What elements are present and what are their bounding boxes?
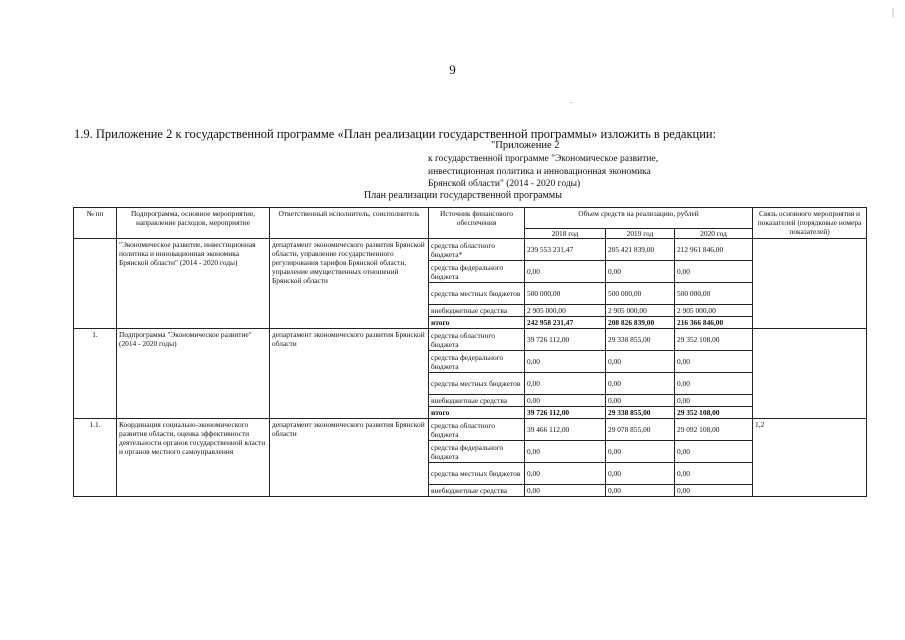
row-subprogram: Подпрограмма "Экономическое развитие" (2014 - 2020 годы) xyxy=(117,329,270,419)
row-source: средства местных бюджетов xyxy=(429,463,525,485)
row-amount: 39 466 112,00 xyxy=(525,419,606,441)
row-amount: 0,00 xyxy=(525,441,606,463)
appendix-line: к государственной программе "Экономическое развитие, xyxy=(428,153,659,164)
table-row xyxy=(74,239,867,261)
row-amount: 0,00 xyxy=(606,463,675,485)
row-amount: 2 905 000,00 xyxy=(606,305,675,317)
row-amount: 0,00 xyxy=(675,441,753,463)
row-amount: 205 421 839,00 xyxy=(606,239,675,261)
row-amount: 39 726 112,00 xyxy=(525,329,606,351)
stray-mark: | xyxy=(892,7,895,18)
row-num: 1. xyxy=(74,329,117,419)
row-source: итого xyxy=(429,317,525,329)
row-amount: 242 958 231,47 xyxy=(525,317,606,329)
header-source: Источник финансового обеспечения xyxy=(429,208,525,239)
row-amount: 0,00 xyxy=(606,395,675,407)
header-num: № пп xyxy=(74,208,117,239)
row-amount: 208 826 839,00 xyxy=(606,317,675,329)
row-amount: 239 553 231,47 xyxy=(525,239,606,261)
header-link: Связь основного мероприятия и показателей (порядковые номера показателей) xyxy=(753,208,867,239)
appendix-line: инвестиционная политика и инновационная экономика xyxy=(428,166,651,177)
row-source: средства областного бюджета xyxy=(429,419,525,441)
row-source: средства областного бюджета* xyxy=(429,239,525,261)
row-executor: департамент экономического развития Брянской области xyxy=(270,329,429,419)
table-row xyxy=(74,419,867,441)
row-amount: 0,00 xyxy=(606,441,675,463)
row-amount: 0,00 xyxy=(606,261,675,283)
row-amount: 29 092 108,00 xyxy=(675,419,753,441)
row-source: средства областного бюджета xyxy=(429,329,525,351)
row-amount: 29 352 108,00 xyxy=(675,407,753,419)
plan-title: План реализации государственной программы xyxy=(364,190,562,201)
row-amount: 0,00 xyxy=(606,373,675,395)
row-source: внебюджетные средства xyxy=(429,305,525,317)
row-amount: 29 352 108,00 xyxy=(675,329,753,351)
plan-table xyxy=(73,207,867,497)
row-amount: 0,00 xyxy=(675,351,753,373)
appendix-heading xyxy=(428,140,658,191)
row-amount: 0,00 xyxy=(675,261,753,283)
row-source: средства федерального бюджета xyxy=(429,441,525,463)
row-link xyxy=(753,329,867,419)
row-amount: 2 905 000,00 xyxy=(525,305,606,317)
row-source: средства федерального бюджета xyxy=(429,261,525,283)
header-subprogram: Подпрограмма, основное мероприятие, направление расходов, мероприятие xyxy=(117,208,270,239)
row-amount: 212 961 846,00 xyxy=(675,239,753,261)
header-year: 2019 год xyxy=(606,229,675,239)
row-amount: 500 000,00 xyxy=(525,283,606,305)
row-link: 1,2 xyxy=(753,419,867,497)
appendix-line: Брянской области" (2014 - 2020 годы) xyxy=(428,179,581,190)
row-amount: 0,00 xyxy=(675,373,753,395)
row-link xyxy=(753,239,867,329)
row-amount: 0,00 xyxy=(525,463,606,485)
header-volume: Объем средств на реализацию, рублей xyxy=(525,208,753,229)
page-number: 9 xyxy=(449,62,456,77)
row-amount: 0,00 xyxy=(525,261,606,283)
row-amount: 0,00 xyxy=(525,351,606,373)
scan-dot: . xyxy=(570,96,572,105)
row-amount: 0,00 xyxy=(525,373,606,395)
row-source: средства федерального бюджета xyxy=(429,351,525,373)
row-amount: 2 905 000,00 xyxy=(675,305,753,317)
row-source: средства местных бюджетов xyxy=(429,373,525,395)
row-amount: 0,00 xyxy=(525,485,606,497)
row-amount: 0,00 xyxy=(606,351,675,373)
row-amount: 29 338 855,00 xyxy=(606,407,675,419)
row-amount: 0,00 xyxy=(675,395,753,407)
row-amount: 0,00 xyxy=(525,395,606,407)
appendix-title: "Приложение 2 xyxy=(491,140,560,151)
row-source: внебюджетные средства xyxy=(429,395,525,407)
row-amount: 29 078 855,00 xyxy=(606,419,675,441)
row-amount: 216 366 846,00 xyxy=(675,317,753,329)
intro-paragraph: 1.9. Приложение 2 к государственной программе «План реализации государственной программы» изложить в редакции: xyxy=(74,127,717,141)
row-subprogram: "Экономическое развитие, инвестиционная политика и инновационная экономика Брянской области" (2014 - 2020 годы) xyxy=(117,239,270,329)
row-executor: департамент экономического развития Брянской области, управление государственного регулирования тарифов Брянской области, управление имущественных отношений Брянской области xyxy=(270,239,429,329)
row-source: итого xyxy=(429,407,525,419)
row-amount: 500 000,00 xyxy=(606,283,675,305)
row-executor: департамент экономического развития Брянской области xyxy=(270,419,429,497)
row-num xyxy=(74,239,117,329)
row-source: внебюджетные средства xyxy=(429,485,525,497)
table-row xyxy=(74,329,867,351)
header-year: 2018 год xyxy=(525,229,606,239)
header-executor: Ответственный исполнитель, соисполнитель xyxy=(270,208,429,239)
row-source: средства местных бюджетов xyxy=(429,283,525,305)
row-amount: 39 726 112,00 xyxy=(525,407,606,419)
row-amount: 29 338 855,00 xyxy=(606,329,675,351)
row-amount: 500 000,00 xyxy=(675,283,753,305)
header-year: 2020 год xyxy=(675,229,753,239)
row-amount: 0,00 xyxy=(675,485,753,497)
row-amount: 0,00 xyxy=(675,463,753,485)
row-num: 1.1. xyxy=(74,419,117,497)
row-subprogram: Координация социально-экономического развития области, оценка эффективности деятельности органов государственной власти и органов местного самоуправления xyxy=(117,419,270,497)
row-amount: 0,00 xyxy=(606,485,675,497)
